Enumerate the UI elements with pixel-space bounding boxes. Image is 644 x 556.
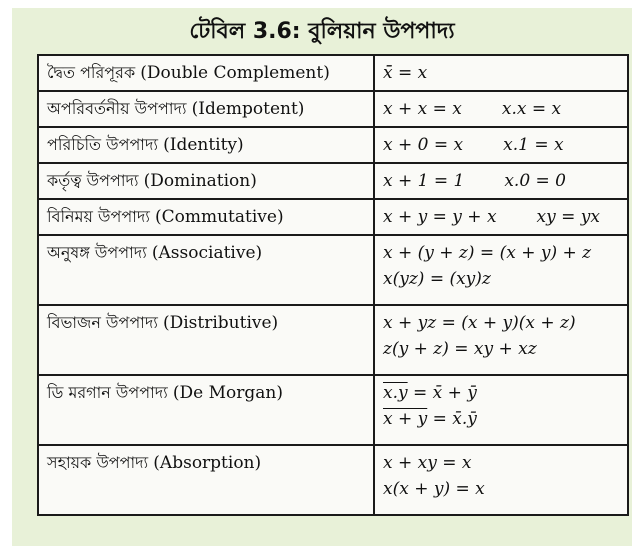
law-name-en: (Idempotent) bbox=[191, 99, 305, 119]
table-title: টেবিল 3.6: বুলিয়ান উপপাদ্য bbox=[189, 19, 455, 44]
table-row bbox=[38, 163, 628, 199]
law-name-en: (Identity) bbox=[163, 135, 244, 155]
law-name-bn: অপরিবর্তনীয় উপপাদ্য bbox=[47, 99, 187, 118]
expression bbox=[383, 380, 619, 406]
expression: x + (y + z) = (x + y) + z bbox=[383, 243, 592, 263]
law-name bbox=[38, 375, 374, 445]
table-panel bbox=[12, 8, 632, 546]
law-name bbox=[38, 199, 374, 235]
law-name-bn: ডি মরগান উপপাদ্য bbox=[47, 383, 168, 402]
law-name-bn: সহায়ক উপপাদ্য bbox=[47, 453, 149, 472]
table-row bbox=[38, 91, 628, 127]
law-name-en: (Associative) bbox=[151, 243, 263, 263]
expression-rhs: = x̄ + ȳ bbox=[407, 383, 477, 403]
expression: x(yz) = (xy)z bbox=[383, 269, 491, 289]
table-row bbox=[38, 55, 628, 91]
expression: x(x + y) = x bbox=[383, 479, 485, 499]
table-row bbox=[38, 199, 628, 235]
table-row bbox=[38, 375, 628, 445]
law-name-bn: দ্বৈত পরিপূরক bbox=[47, 63, 136, 82]
expression: x̄̄ = x bbox=[383, 63, 428, 83]
law-name bbox=[38, 55, 374, 91]
law-expression bbox=[374, 445, 628, 515]
expression bbox=[383, 406, 619, 432]
law-expression bbox=[374, 375, 628, 445]
law-name bbox=[38, 127, 374, 163]
law-name bbox=[38, 235, 374, 305]
expression-lhs: x.y bbox=[383, 383, 408, 403]
law-name bbox=[38, 163, 374, 199]
law-name-en: (Double Complement) bbox=[140, 63, 330, 83]
expression: x + y = y + x bbox=[383, 207, 497, 227]
law-name bbox=[38, 91, 374, 127]
table-row bbox=[38, 445, 628, 515]
law-name-bn: বিভাজন উপপাদ্য bbox=[47, 313, 158, 332]
expression: x + yz = (x + y)(x + z) bbox=[383, 313, 576, 333]
law-name-bn: বিনিময় উপপাদ্য bbox=[47, 207, 150, 226]
law-expression bbox=[374, 199, 628, 235]
law-expression bbox=[374, 305, 628, 375]
table-row bbox=[38, 305, 628, 375]
law-name-bn: কর্তৃত্ব উপপাদ্য bbox=[47, 171, 139, 190]
law-expression bbox=[374, 55, 628, 91]
law-name-bn: পরিচিতি উপপাদ্য bbox=[47, 135, 158, 154]
law-name-en: (Absorption) bbox=[153, 453, 262, 473]
law-name bbox=[38, 445, 374, 515]
law-name-bn: অনুষঙ্গ উপপাদ্য bbox=[47, 243, 147, 262]
expression: x + 0 = x bbox=[383, 135, 464, 155]
table-row bbox=[38, 235, 628, 305]
table-row bbox=[38, 127, 628, 163]
law-name-en: (Distributive) bbox=[162, 313, 279, 333]
law-name-en: (Domination) bbox=[143, 171, 257, 191]
expression-rhs: = x̄.ȳ bbox=[427, 409, 477, 429]
expression: x.1 = x bbox=[503, 135, 564, 155]
law-expression bbox=[374, 127, 628, 163]
law-name bbox=[38, 305, 374, 375]
law-name-en: (Commutative) bbox=[154, 207, 284, 227]
expression: x.x = x bbox=[501, 99, 562, 119]
expression-lhs: x + y bbox=[383, 409, 428, 429]
expression: x.0 = 0 bbox=[504, 171, 567, 191]
expression: z(y + z) = xy + xz bbox=[383, 339, 537, 359]
expression: x + 1 = 1 bbox=[383, 171, 465, 191]
boolean-laws-table bbox=[37, 54, 629, 516]
expression: xy = yx bbox=[536, 207, 600, 227]
law-name-en: (De Morgan) bbox=[172, 383, 283, 403]
law-expression bbox=[374, 235, 628, 305]
law-expression bbox=[374, 163, 628, 199]
expression: x + x = x bbox=[383, 99, 462, 119]
expression: x + xy = x bbox=[383, 453, 472, 473]
law-expression bbox=[374, 91, 628, 127]
